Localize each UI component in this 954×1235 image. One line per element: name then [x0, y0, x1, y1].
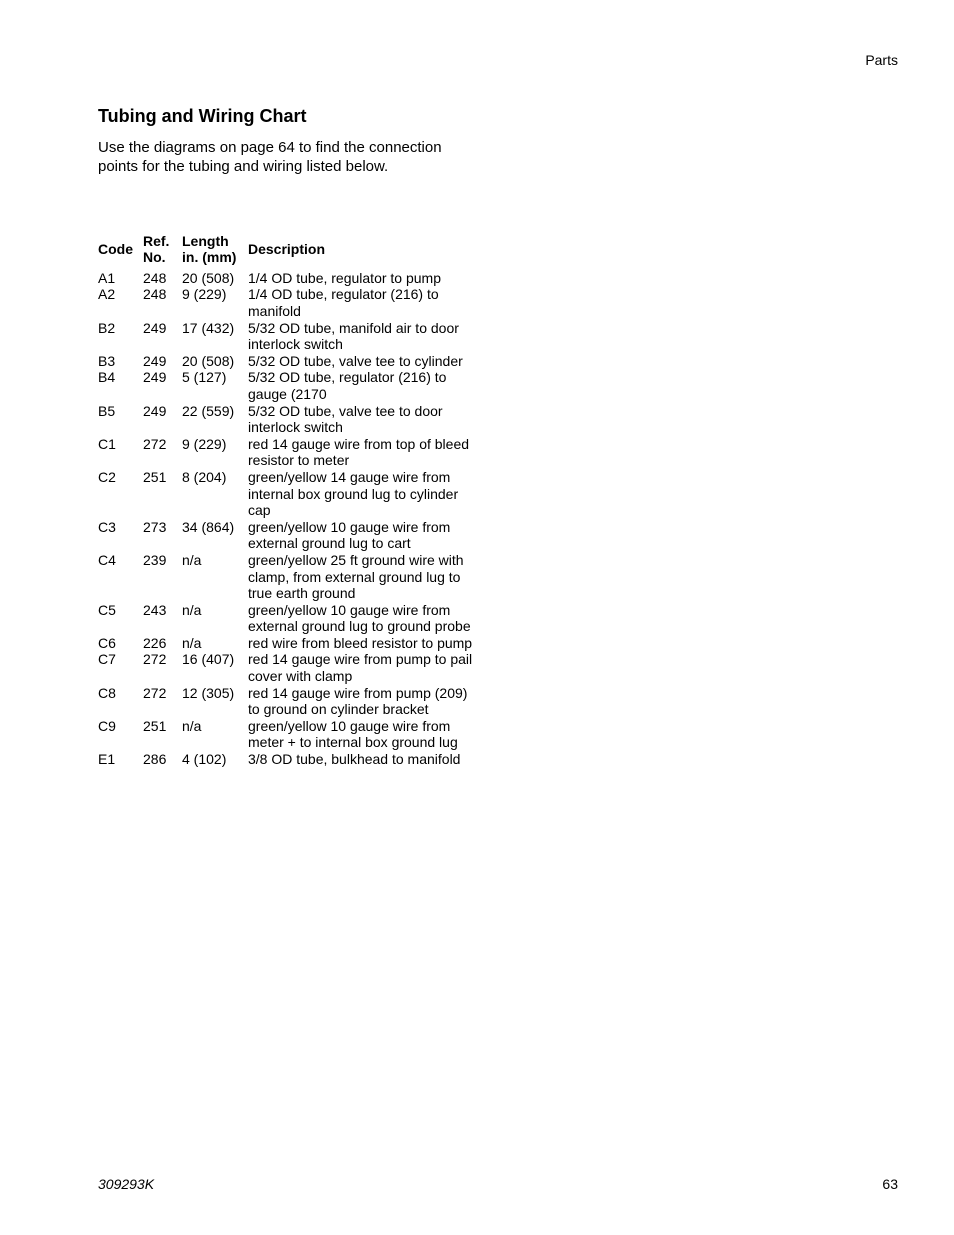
cell-code: C8	[98, 684, 116, 701]
table-row	[98, 436, 480, 469]
header-description: Description	[248, 241, 326, 258]
cell-description: 5/32 OD tube, regulator (216) to gauge (2170	[248, 369, 447, 402]
cell-ref: 273	[143, 518, 167, 535]
table-row	[98, 320, 480, 353]
table-row	[98, 286, 480, 319]
cell-code: B3	[98, 352, 116, 369]
cell-length: 16 (407)	[182, 651, 235, 668]
table-row	[98, 519, 480, 552]
cell-description: 5/32 OD tube, manifold air to door interlock switch	[248, 319, 459, 353]
cell-description: 3/8 OD tube, bulkhead to manifold	[248, 751, 461, 768]
page-title: Tubing and Wiring Chart	[98, 106, 307, 126]
cell-ref: 251	[143, 468, 167, 485]
tubing-wiring-table	[98, 233, 480, 768]
cell-length: 22 (559)	[182, 402, 235, 419]
cell-length: 20 (508)	[182, 269, 235, 286]
cell-description: green/yellow 14 gauge wire from internal box ground lug to cylinder cap	[248, 468, 459, 519]
header-length-line1: Length	[182, 233, 229, 249]
cell-description: 5/32 OD tube, valve tee to cylinder	[248, 352, 463, 369]
cell-ref: 272	[143, 435, 167, 452]
header-ref-line2: No.	[143, 249, 166, 266]
table-row	[98, 685, 480, 718]
cell-code: B5	[98, 402, 116, 419]
cell-ref: 249	[143, 319, 167, 336]
cell-description: red 14 gauge wire from pump (209) to ground on cylinder bracket	[248, 684, 468, 718]
cell-code: B4	[98, 369, 116, 386]
cell-length: 9 (229)	[182, 286, 227, 303]
cell-length: 17 (432)	[182, 319, 235, 336]
cell-code: C5	[98, 601, 116, 618]
table-row	[98, 403, 480, 436]
cell-ref: 239	[143, 551, 167, 568]
header-length-line2: in. (mm)	[182, 249, 237, 266]
cell-description: green/yellow 10 gauge wire from external ground lug to cart	[248, 518, 451, 552]
document-number: 309293K	[98, 1176, 155, 1192]
table-header-row	[98, 233, 480, 270]
table-row	[98, 718, 480, 751]
cell-length: 34 (864)	[182, 518, 235, 535]
cell-code: C7	[98, 651, 116, 668]
cell-length: 8 (204)	[182, 468, 227, 485]
cell-length: n/a	[182, 551, 202, 568]
cell-ref: 226	[143, 634, 167, 651]
header-ref-line1: Ref.	[143, 233, 170, 249]
page-number: 63	[882, 1176, 898, 1192]
cell-description: 1/4 OD tube, regulator to pump	[248, 269, 441, 286]
cell-ref: 249	[143, 369, 167, 386]
cell-ref: 251	[143, 717, 167, 734]
table-row	[98, 552, 480, 602]
cell-code: A1	[98, 269, 116, 286]
cell-length: n/a	[182, 601, 202, 618]
cell-code: A2	[98, 286, 116, 303]
cell-code: E1	[98, 751, 116, 768]
cell-description: green/yellow 25 ft ground wire with clamp, from external ground lug to true earth ground	[248, 551, 464, 602]
table-row	[98, 651, 480, 684]
cell-ref: 249	[143, 352, 167, 369]
cell-length: 9 (229)	[182, 435, 227, 452]
section-header: Parts	[865, 52, 898, 68]
cell-ref: 243	[143, 601, 167, 618]
cell-description: 5/32 OD tube, valve tee to door interlock switch	[248, 402, 443, 436]
cell-length: 20 (508)	[182, 352, 235, 369]
cell-code: B2	[98, 319, 116, 336]
cell-code: C2	[98, 468, 116, 485]
cell-code: C6	[98, 634, 116, 651]
cell-ref: 248	[143, 286, 167, 303]
cell-description: red 14 gauge wire from pump to pail cover with clamp	[248, 651, 473, 685]
cell-ref: 272	[143, 684, 167, 701]
cell-length: n/a	[182, 634, 202, 651]
table-row	[98, 369, 480, 402]
intro-paragraph: Use the diagrams on page 64 to find the connection points for the tubing and wiring listed below.	[98, 139, 442, 175]
cell-code: C3	[98, 518, 116, 535]
table-body	[98, 270, 480, 768]
cell-description: 1/4 OD tube, regulator (216) to manifold	[248, 286, 439, 319]
cell-code: C9	[98, 717, 116, 734]
table-row	[98, 751, 480, 768]
cell-length: 5 (127)	[182, 369, 227, 386]
header-code: Code	[98, 241, 133, 258]
cell-description: red wire from bleed resistor to pump	[248, 634, 473, 651]
cell-ref: 249	[143, 402, 167, 419]
cell-description: red 14 gauge wire from top of bleed resistor to meter	[248, 435, 470, 469]
table-row	[98, 602, 480, 635]
header-length	[182, 233, 248, 270]
table-row	[98, 270, 480, 287]
table-row	[98, 635, 480, 652]
cell-code: C4	[98, 551, 116, 568]
cell-description: green/yellow 10 gauge wire from external ground lug to ground probe	[248, 601, 471, 635]
cell-length: 4 (102)	[182, 751, 227, 768]
cell-length: n/a	[182, 717, 202, 734]
cell-code: C1	[98, 435, 116, 452]
cell-ref: 272	[143, 651, 167, 668]
table-row	[98, 353, 480, 370]
cell-ref: 286	[143, 751, 167, 768]
cell-ref: 248	[143, 269, 167, 286]
cell-description: green/yellow 10 gauge wire from meter + to internal box ground lug	[248, 717, 458, 751]
table-row	[98, 469, 480, 519]
cell-length: 12 (305)	[182, 684, 235, 701]
header-ref-no	[143, 233, 182, 270]
